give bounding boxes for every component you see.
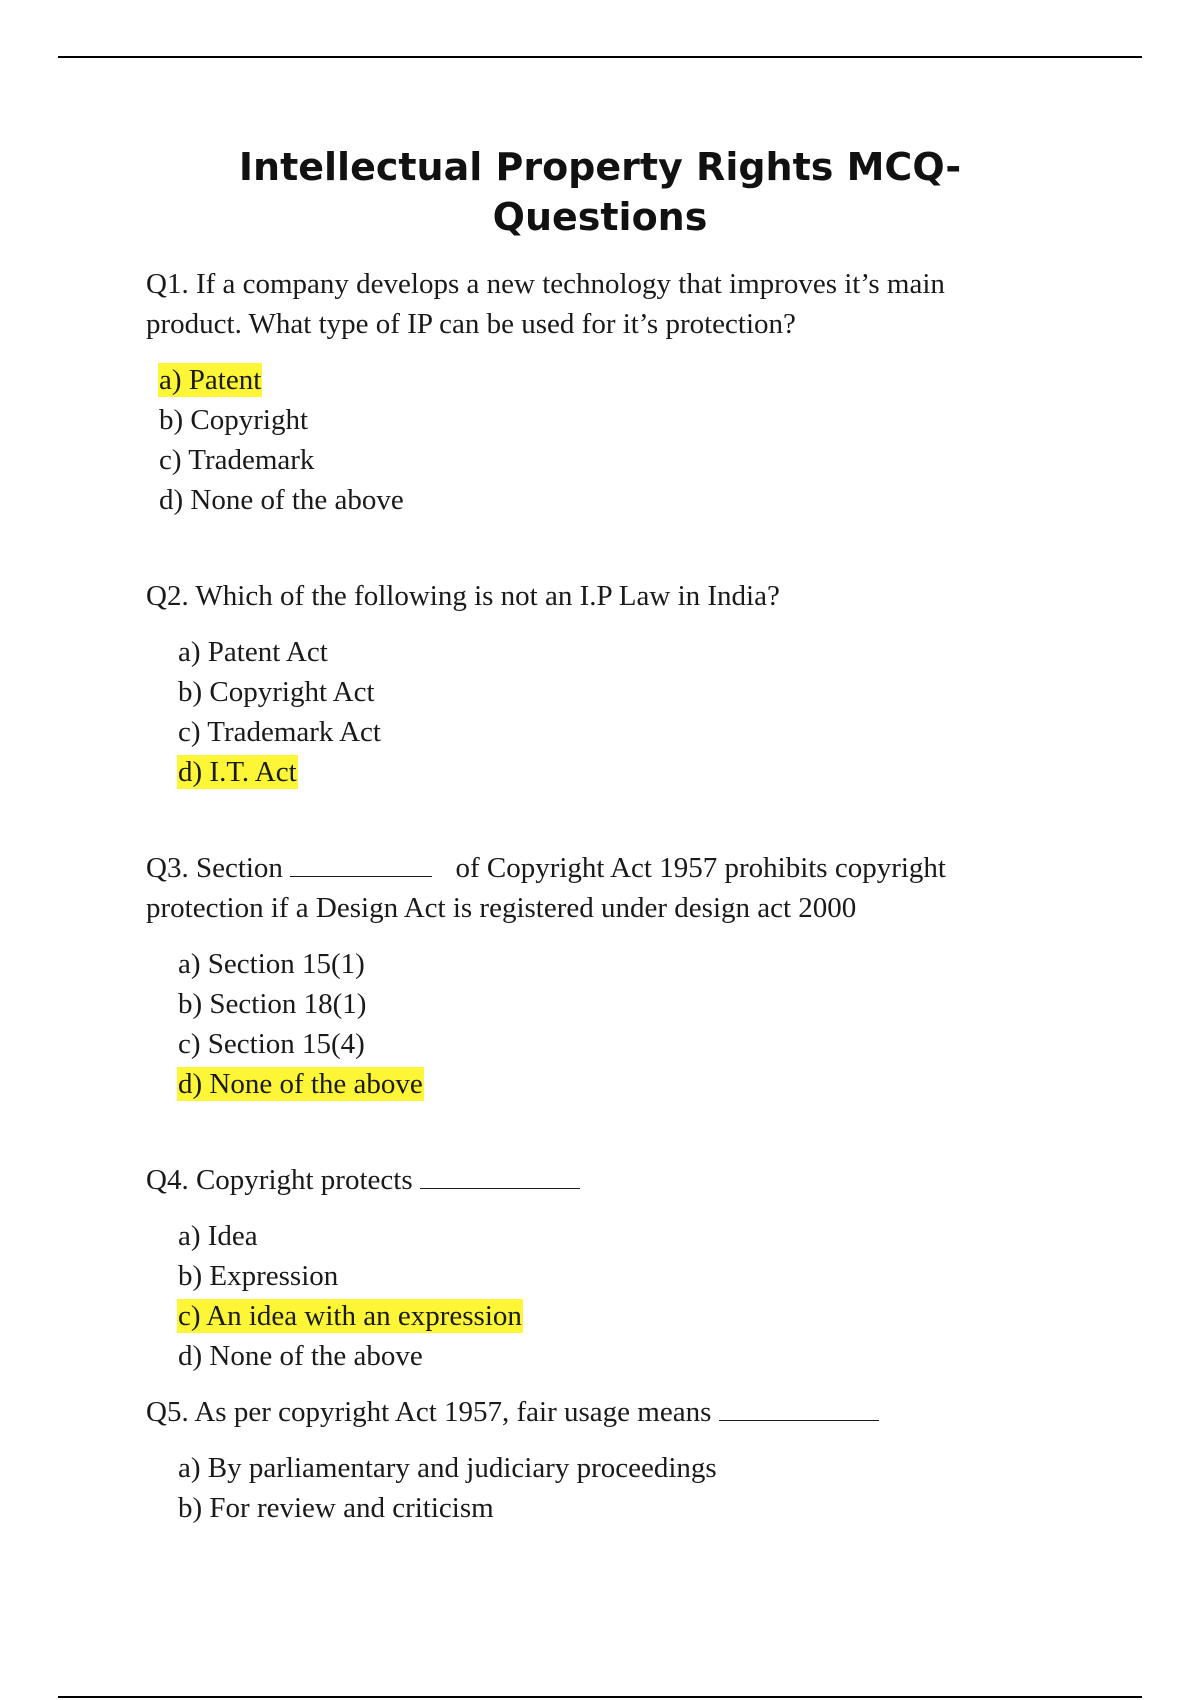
- question-4-options: [177, 1216, 523, 1376]
- list-item: [177, 944, 424, 984]
- answer-option: c) Trademark Act: [178, 716, 381, 748]
- page-title: [0, 142, 1200, 242]
- answer-option: c) Trademark: [159, 444, 315, 476]
- list-item: [177, 632, 382, 672]
- question-4-line-1: [146, 1160, 1046, 1200]
- question-3-options: [177, 944, 424, 1104]
- list-item: [158, 440, 405, 480]
- list-item: [177, 1064, 424, 1104]
- answer-option: c) Section 15(4): [178, 1028, 365, 1060]
- list-item: [177, 712, 382, 752]
- question-5-line-1: [146, 1392, 1046, 1432]
- title-line-2: Questions: [492, 195, 708, 239]
- bottom-rule: [58, 1696, 1142, 1698]
- question-2-options: [177, 632, 382, 792]
- list-item: [177, 1024, 424, 1064]
- list-item: [177, 1448, 718, 1488]
- answer-option: a) Patent Act: [178, 636, 328, 668]
- question-4-text: [146, 1160, 1046, 1200]
- question-3-line-2: protection if a Design Act is registered under design act 2000: [146, 892, 857, 924]
- question-3-line-1: [146, 848, 1046, 888]
- question-1-text: [146, 264, 1046, 344]
- answer-option-highlighted: d) None of the above: [178, 1068, 423, 1100]
- question-5-prefix: Q5. As per copyright Act 1957, fair usage means: [146, 1396, 712, 1428]
- list-item: [158, 400, 405, 440]
- answer-option: a) Idea: [178, 1220, 258, 1252]
- list-item: [158, 480, 405, 520]
- fill-in-blank: [420, 1162, 580, 1189]
- answer-option: b) Copyright Act: [178, 676, 375, 708]
- answer-option: a) By parliamentary and judiciary proceedings: [178, 1452, 717, 1484]
- question-2-line-1: Q2. Which of the following is not an I.P Law in India?: [146, 580, 780, 612]
- list-item: [177, 1256, 523, 1296]
- list-item: [177, 752, 382, 792]
- title-line-1: Intellectual Property Rights MCQ-: [238, 145, 962, 189]
- question-1-options: [158, 360, 405, 520]
- list-item: [177, 1296, 523, 1336]
- answer-option-highlighted: c) An idea with an expression: [178, 1300, 522, 1332]
- answer-option-highlighted: d) I.T. Act: [178, 756, 297, 788]
- fill-in-blank: [290, 850, 432, 877]
- list-item: [177, 672, 382, 712]
- top-rule: [58, 56, 1142, 58]
- question-1-line-2: product. What type of IP can be used for it’s protection?: [146, 308, 796, 340]
- question-1-line-1: Q1. If a company develops a new technology that improves it’s main: [146, 268, 945, 300]
- answer-option: b) For review and criticism: [178, 1492, 494, 1524]
- list-item: [177, 1336, 523, 1376]
- answer-option: a) Section 15(1): [178, 948, 365, 980]
- answer-option: d) None of the above: [178, 1340, 423, 1372]
- answer-option: b) Expression: [178, 1260, 339, 1292]
- answer-option: b) Copyright: [159, 404, 309, 436]
- question-3-prefix: Q3. Section: [146, 852, 283, 884]
- list-item: [177, 984, 424, 1024]
- question-5-options: [177, 1448, 718, 1528]
- question-3-suffix: of Copyright Act 1957 prohibits copyright: [455, 852, 946, 884]
- answer-option-highlighted: a) Patent: [159, 364, 262, 396]
- question-5-text: [146, 1392, 1046, 1432]
- fill-in-blank: [719, 1394, 879, 1421]
- question-3-text: [146, 848, 1046, 928]
- list-item: [177, 1488, 718, 1528]
- list-item: [177, 1216, 523, 1256]
- answer-option: d) None of the above: [159, 484, 404, 516]
- list-item: [158, 360, 405, 400]
- question-4-prefix: Q4. Copyright protects: [146, 1164, 413, 1196]
- question-2-text: [146, 576, 1046, 616]
- answer-option: b) Section 18(1): [178, 988, 367, 1020]
